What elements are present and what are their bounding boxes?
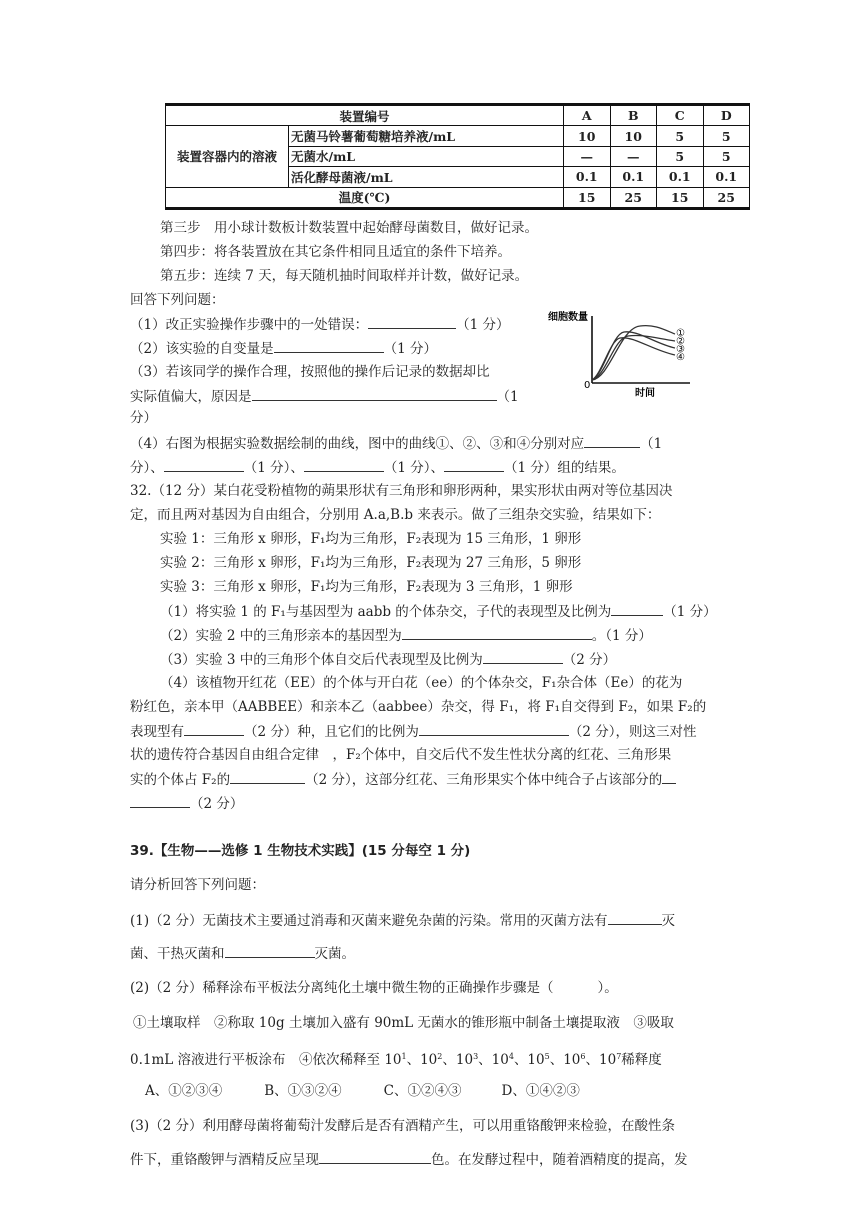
answer-blank[interactable] [225, 944, 315, 958]
text: 、10 [585, 1052, 617, 1068]
q32-sub4-l5 [130, 770, 676, 789]
text: （2）该实验的自变量是 [130, 341, 274, 357]
exponent: 6 [580, 1052, 586, 1061]
text: （3）实验 3 中的三角形个体自交后代表现型及比例为 [160, 652, 483, 668]
text: （3）若该同学的操作合理，按照他的操作后记录的数据却比 [130, 364, 490, 380]
text: （2 分），则这三对性 [568, 724, 697, 740]
text: 实的个体占 F₂的 [130, 772, 231, 788]
text: （1）改正实验操作步骤中的一处错误： [130, 317, 369, 333]
text: 分）、 [130, 460, 164, 476]
text: （2）实验 2 中的三角形亲本的基因型为 [160, 628, 402, 644]
exponent: 5 [544, 1052, 550, 1061]
text: （2 分） [190, 796, 244, 812]
q32-sub4-l2: 粉红色，亲本甲（AABBEE）和亲本乙（aabbee）杂交，得 F₁，将 F₁自交得到 F₂，如果 F₂的 [130, 699, 707, 715]
row-label: 无菌水/mL [289, 146, 564, 166]
exponent: 3 [473, 1052, 479, 1061]
text: 、10 [478, 1052, 509, 1068]
q31-4b [130, 458, 625, 477]
exponent: 7 [616, 1052, 622, 1061]
answer-blank[interactable] [368, 315, 456, 329]
answer-blank[interactable] [164, 458, 244, 472]
text: （2 分），这部分红花、三角形果实个体中纯合子占该部分的 [305, 772, 663, 788]
text: （1 分）组的结果。 [504, 460, 625, 476]
step-3: 第三步 用小球计数板计数装置中起始酵母菌数目，做好记录。 [160, 220, 538, 236]
text: （1 分）、 [243, 460, 304, 476]
answer-blank[interactable] [252, 387, 497, 401]
text: 色。在发酵过程中，随着酒精度的提高，发 [431, 1152, 688, 1168]
text: 、10 [442, 1052, 474, 1068]
q31-2 [130, 339, 437, 358]
cell: 0.1 [564, 167, 611, 187]
cell: 15 [657, 187, 704, 208]
mark-3: ③ [676, 344, 685, 355]
answer-blank[interactable] [402, 626, 592, 640]
mark-2: ② [676, 336, 685, 347]
answer-blank[interactable] [304, 458, 384, 472]
answer-blank[interactable] [319, 1150, 431, 1164]
q32-sub3 [160, 650, 616, 669]
cell: — [564, 146, 611, 166]
group-label: 装置容器内的溶液 [166, 126, 289, 187]
option-c[interactable]: C、①②④③ [383, 1083, 462, 1099]
q31-1 [130, 315, 509, 334]
q39-2 [130, 979, 618, 997]
cell: 0.1 [703, 167, 750, 187]
text: （2 分） [562, 652, 617, 668]
cell: 15 [564, 187, 611, 208]
q32-line2: 定，而且两对基因为自由组合，分别用 A.a,B.b 来表示。做了三组杂交实验，结果如下： [130, 507, 661, 523]
text: （4）右图为根据实验数据绘制的曲线，图中的曲线①、②、③和④分别对应 [130, 436, 585, 452]
growth-curve-figure [540, 308, 700, 400]
q39-1b [130, 944, 355, 963]
temp-label: 温度(℃) [166, 187, 564, 208]
option-b[interactable]: B、①③②④ [264, 1083, 342, 1099]
x-axis-label: 时间 [635, 388, 655, 399]
y-axis-label: 细胞数量 [548, 312, 588, 323]
exponent: 2 [437, 1052, 443, 1061]
answer-prompt: 回答下列问题： [130, 292, 225, 308]
answer-blank[interactable] [662, 770, 676, 784]
answer-blank[interactable] [608, 911, 662, 925]
text: (1)（2 分）无菌技术主要通过消毒和灭菌来避免杂菌的污染。常用的灭菌方法有 [130, 913, 608, 929]
text: 。（1 分） [591, 628, 652, 644]
cell: 0.1 [610, 167, 657, 187]
q32-sub4-l1: （4）该植物开红花（EE）的个体与开白花（ee）的个体杂交，F₁杂合体（Ee）的花为 [160, 675, 683, 691]
curve-1 [592, 326, 675, 380]
text: 灭菌。 [314, 946, 355, 962]
text: （2 分）种，且它们的比例为 [244, 724, 419, 740]
answer-blank[interactable] [584, 434, 640, 448]
step-4: 第四步：将各装置放在其它条件相同且适宜的条件下培养。 [160, 244, 511, 260]
q39-2-steps-b [130, 1048, 662, 1069]
text: （1 分） [663, 604, 717, 620]
q39-3b [130, 1150, 688, 1169]
q39-title: 39.【生物——选修 1 生物技术实践】(15 分每空 1 分) [130, 843, 471, 859]
q32-sub4-l6 [130, 794, 243, 813]
row-label: 活化酵母菌液/mL [289, 167, 564, 187]
text: （1）将实验 1 的 F₁与基因型为 aabb 的个体杂交，子代的表现型及比例为 [160, 604, 612, 620]
col-b: B [610, 105, 657, 126]
text: 0.1mL 溶液进行平板涂布 ④依次稀释至 10 [130, 1052, 402, 1068]
exponent: 1 [401, 1052, 407, 1061]
q31-3b [130, 387, 519, 406]
text: （1 分） [456, 317, 510, 333]
text: 灭 [661, 913, 676, 929]
option-a[interactable]: A、①②③④ [145, 1083, 223, 1099]
text: 件下，重铬酸钾与酒精反应呈现 [130, 1152, 319, 1168]
q32-exp3: 实验 3：三角形 x 卵形，F₁均为三角形，F₂表现为 3 三角形，1 卵形 [160, 579, 573, 595]
answer-blank[interactable] [419, 722, 569, 736]
answer-blank[interactable] [274, 339, 384, 353]
col-d: D [703, 105, 750, 126]
cell: 5 [657, 146, 704, 166]
curve-2 [592, 335, 675, 380]
cell: — [610, 146, 657, 166]
q32-sub4-l4: 状的遗传符合基因自由组合定律 ，F₂个体中，自交后代不发生性状分离的红花、三角形果 [130, 747, 672, 763]
q39-intro: 请分析回答下列问题： [130, 877, 265, 893]
cell: 0.1 [657, 167, 704, 187]
row-label: 无菌马铃薯葡萄糖培养液/mL [289, 126, 564, 146]
text: (2)（2 分）稀释涂布平板法分离纯化土壤中微生物的正确操作步骤是（ [130, 980, 554, 996]
q39-1 [130, 911, 675, 930]
text: 实际值偏大，原因是 [130, 389, 252, 405]
q32-exp2: 实验 2：三角形 x 卵形，F₁均为三角形，F₂表现为 27 三角形，5 卵形 [160, 555, 582, 571]
answer-blank[interactable] [230, 770, 305, 784]
answer-blank[interactable] [130, 794, 190, 808]
text: 表现型有 [130, 724, 184, 740]
answer-blank[interactable] [611, 602, 663, 616]
text: 、10 [549, 1052, 581, 1068]
q31-3c: 分） [130, 410, 157, 426]
text: ）。 [597, 980, 618, 996]
q31-3 [130, 363, 490, 381]
text: （1 分） [383, 341, 437, 357]
cell: 10 [564, 126, 611, 146]
mark-1: ① [676, 328, 685, 339]
text: （1 [640, 436, 663, 452]
experiment-table [165, 103, 750, 210]
answer-blank[interactable] [483, 650, 563, 664]
cell: 5 [703, 126, 750, 146]
cell: 25 [703, 187, 750, 208]
q32-sub2 [160, 626, 652, 645]
cell: 5 [703, 146, 750, 166]
option-d[interactable]: D、①④②③ [501, 1083, 580, 1099]
text: 稀释度 [621, 1052, 662, 1068]
text: （1 分）、 [383, 460, 445, 476]
q32-sub4-l3 [130, 722, 697, 741]
col-a: A [564, 105, 611, 126]
q32-exp1: 实验 1：三角形 x 卵形，F₁均为三角形，F₂表现为 15 三角形，1 卵形 [160, 531, 582, 547]
step-5: 第五步：连续 7 天，每天随机抽时间取样并计数，做好记录。 [160, 268, 529, 284]
answer-blank[interactable] [444, 458, 504, 472]
q39-2-steps: ①土壤取样 ②称取 10g 土壤加入盛有 90mL 无菌水的锥形瓶中制备土壤提取液 ③吸取 [133, 1015, 674, 1031]
origin-label: 0 [584, 380, 591, 391]
cell: 5 [657, 126, 704, 146]
q39-3: (3)（2 分）利用酵母菌将葡萄汁发酵后是否有酒精产生，可以用重铬酸钾来检验，在酸性条 [130, 1118, 676, 1134]
cell: 25 [610, 187, 657, 208]
text: （1 [496, 389, 519, 405]
q32-sub1 [160, 602, 717, 621]
cell: 10 [610, 126, 657, 146]
q32-line1: 32.（12 分）某白花受粉植物的蒴果形状有三角形和卵形两种，果实形状由两对等位基因决 [130, 483, 673, 499]
exponent: 4 [508, 1052, 514, 1061]
col-c: C [657, 105, 704, 126]
answer-blank[interactable] [184, 722, 244, 736]
table-header: 装置编号 [166, 105, 564, 126]
q39-options [145, 1082, 580, 1100]
text: 、10 [406, 1052, 438, 1068]
mark-4: ④ [676, 352, 685, 363]
text: 、10 [513, 1052, 545, 1068]
q31-4 [130, 434, 662, 453]
text: 菌、干热灭菌和 [130, 946, 225, 962]
